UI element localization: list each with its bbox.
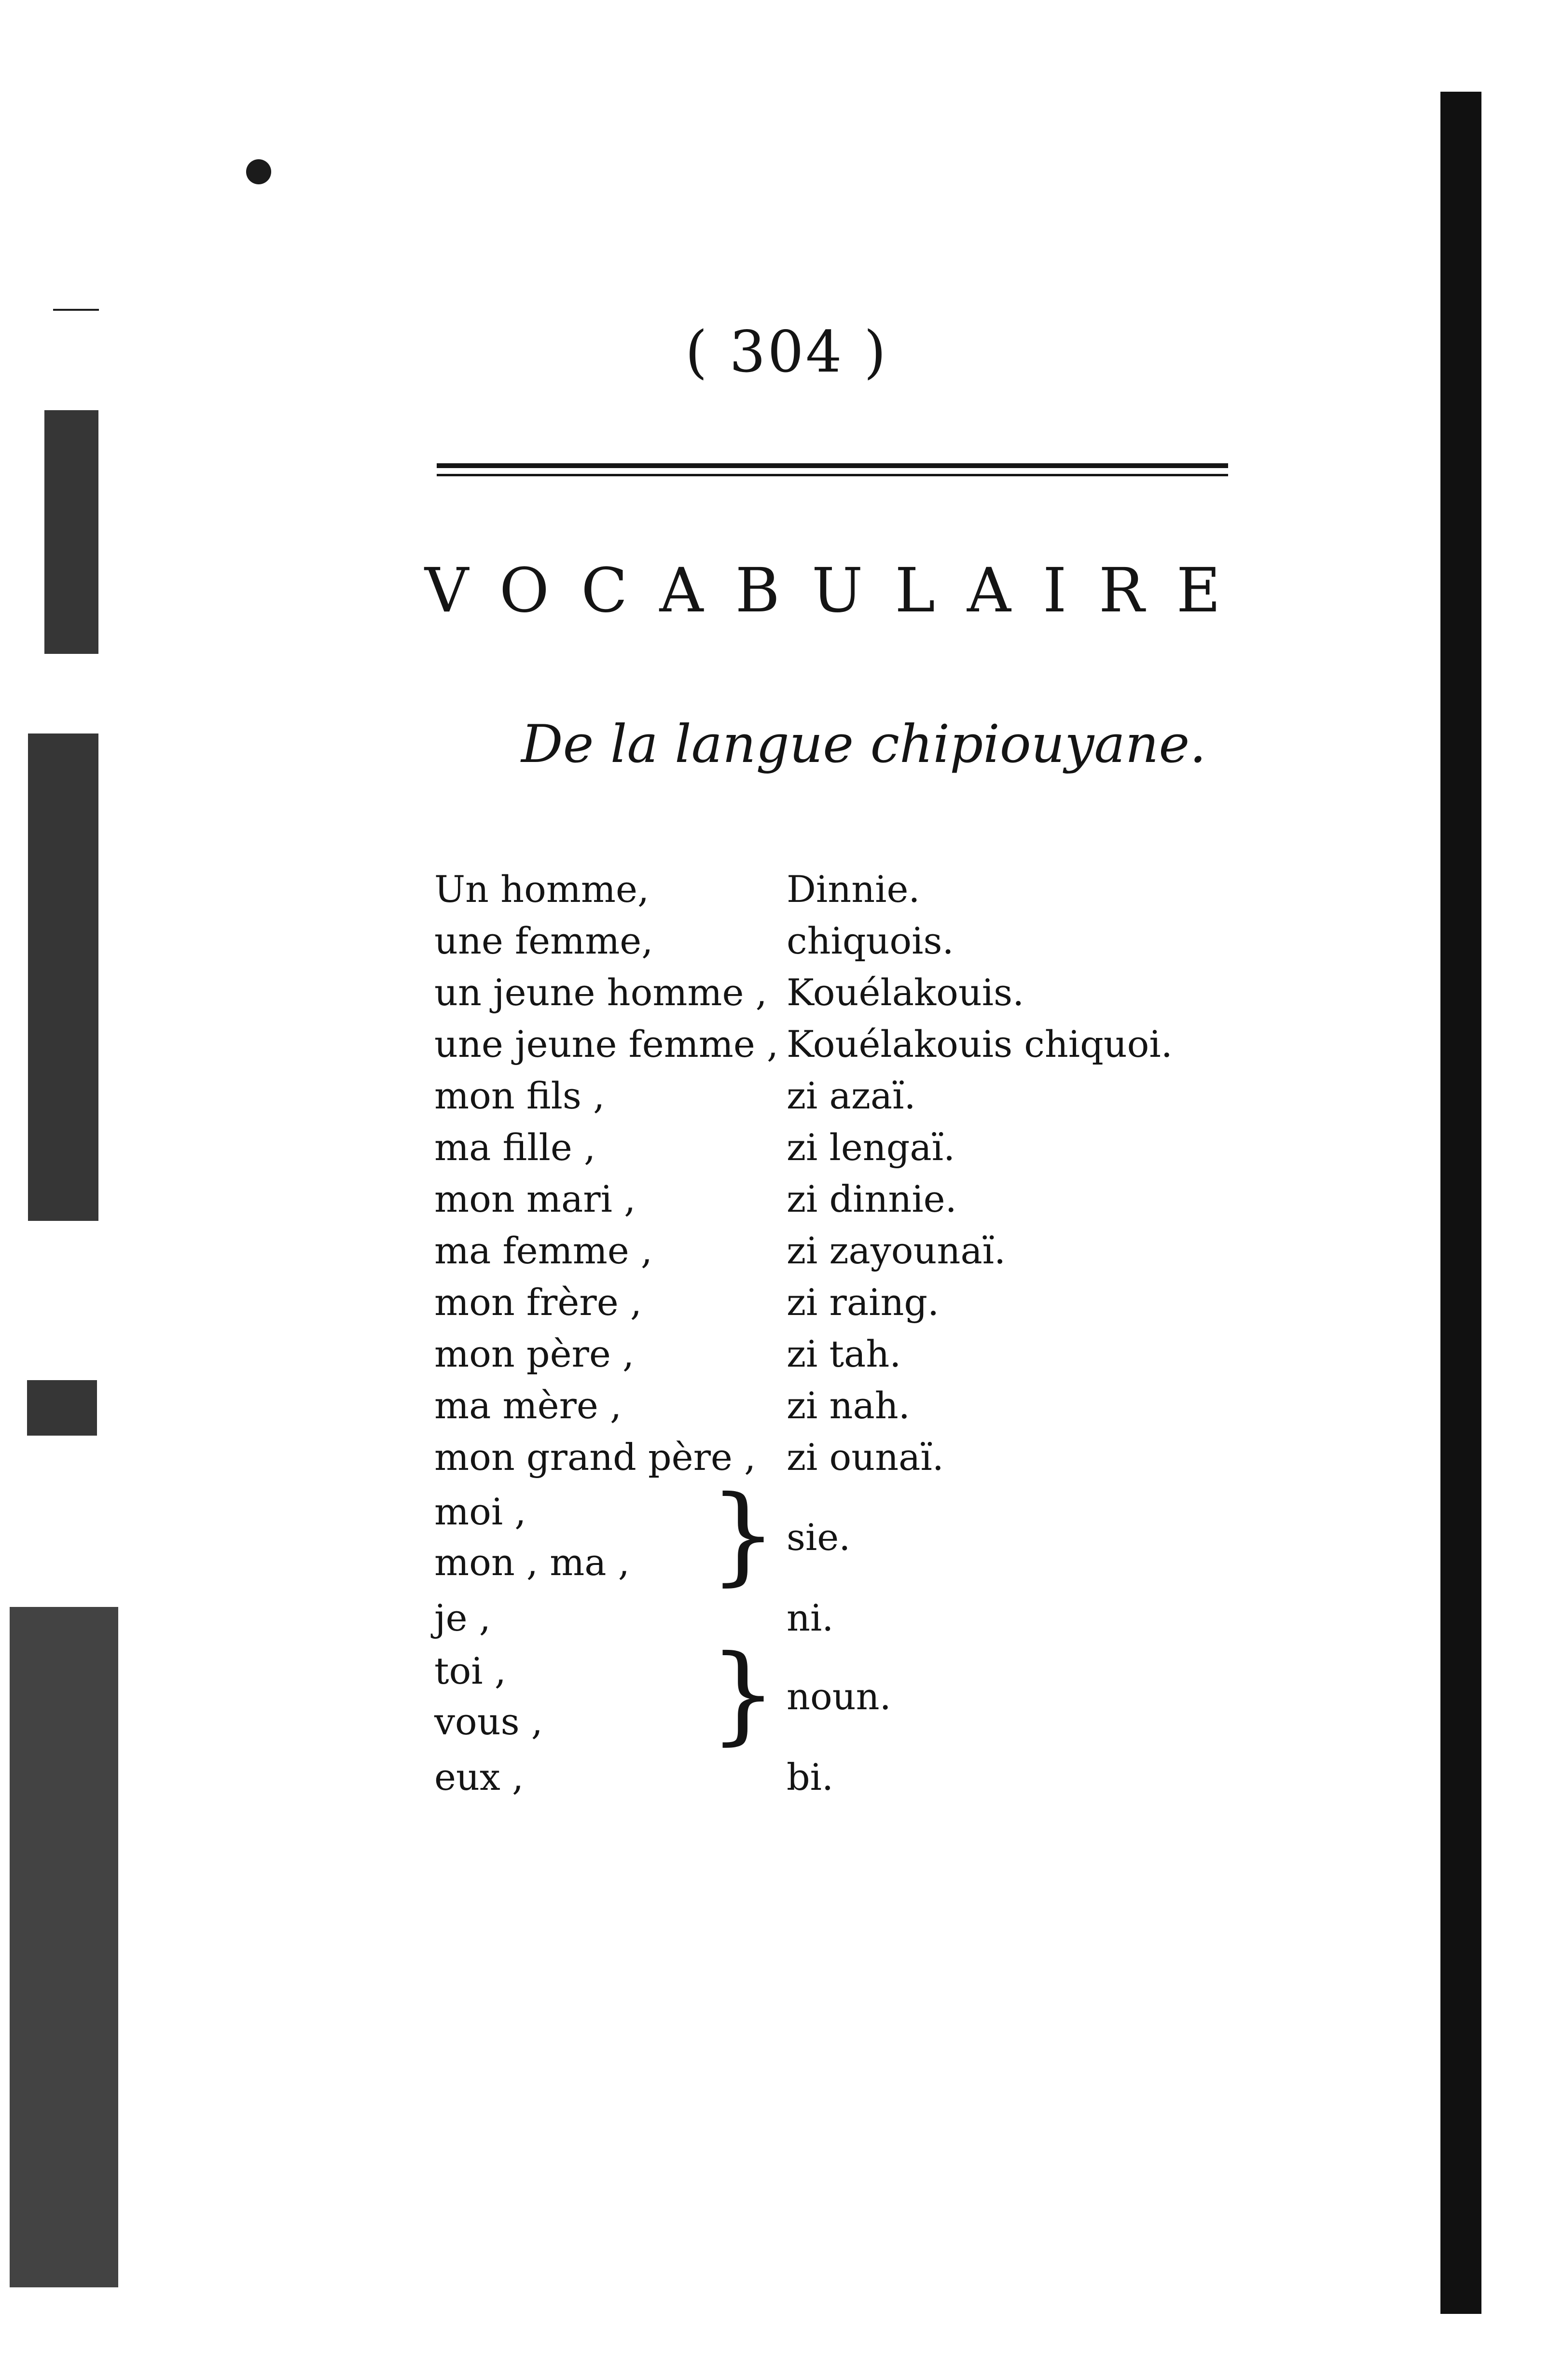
french-word: une femme, — [434, 919, 653, 962]
french-word: un jeune homme , — [434, 971, 767, 1014]
native-word: zi dinnie. — [787, 1177, 957, 1220]
french-word: mon fils , — [434, 1074, 605, 1117]
native-word: zi zayounaï. — [787, 1229, 1006, 1272]
native-word: sie. — [787, 1516, 851, 1559]
grouping-brace: } — [709, 1632, 777, 1756]
native-word: Kouélakouis. — [787, 971, 1024, 1014]
french-word: Un homme, — [434, 868, 650, 911]
grouping-brace: } — [709, 1473, 777, 1596]
page-edge-bar — [1440, 92, 1481, 2314]
native-word: zi nah. — [787, 1384, 910, 1427]
page-number: ( 304 ) — [685, 318, 888, 385]
french-word: toi , — [434, 1649, 506, 1692]
french-word: je , — [434, 1596, 491, 1639]
native-word: noun. — [787, 1675, 891, 1718]
french-word: moi , — [434, 1490, 526, 1533]
native-word: zi tah. — [787, 1332, 901, 1375]
scan-mark — [53, 309, 99, 311]
scan-edge-shadow — [10, 1607, 118, 2287]
native-word: Kouélakouis chiquoi. — [787, 1023, 1173, 1065]
french-word: mon grand père , — [434, 1436, 756, 1479]
native-word: ni. — [787, 1596, 834, 1639]
french-word: mon père , — [434, 1332, 635, 1375]
rule-thick-line — [437, 463, 1228, 468]
french-word: eux , — [434, 1756, 524, 1799]
native-word: zi lengaï. — [787, 1126, 955, 1169]
native-word: Dinnie. — [787, 868, 920, 911]
french-word: une jeune femme , — [434, 1023, 779, 1065]
native-word: chiquois. — [787, 919, 954, 962]
french-word: ma mère , — [434, 1384, 622, 1427]
scan-edge-shadow — [27, 1380, 97, 1436]
native-word: zi raing. — [787, 1281, 940, 1324]
rule-thin-line — [437, 474, 1228, 476]
header-rule — [437, 463, 1228, 480]
french-word: ma fille , — [434, 1126, 596, 1169]
french-word: mon frère , — [434, 1281, 642, 1324]
native-word: zi azaï. — [787, 1074, 916, 1117]
native-word: zi ounaï. — [787, 1436, 944, 1479]
scan-edge-shadow — [44, 410, 98, 654]
french-word: vous , — [434, 1700, 543, 1743]
scan-edge-shadow — [28, 733, 98, 1221]
french-word: mon , ma , — [434, 1541, 630, 1584]
french-word: ma femme , — [434, 1229, 653, 1272]
page-subtitle: De la langue chipiouyane. — [521, 714, 1206, 775]
ink-blot — [246, 159, 271, 184]
page-title: VOCABULAIRE — [425, 555, 1253, 626]
native-word: bi. — [787, 1756, 834, 1799]
french-word: mon mari , — [434, 1177, 636, 1220]
